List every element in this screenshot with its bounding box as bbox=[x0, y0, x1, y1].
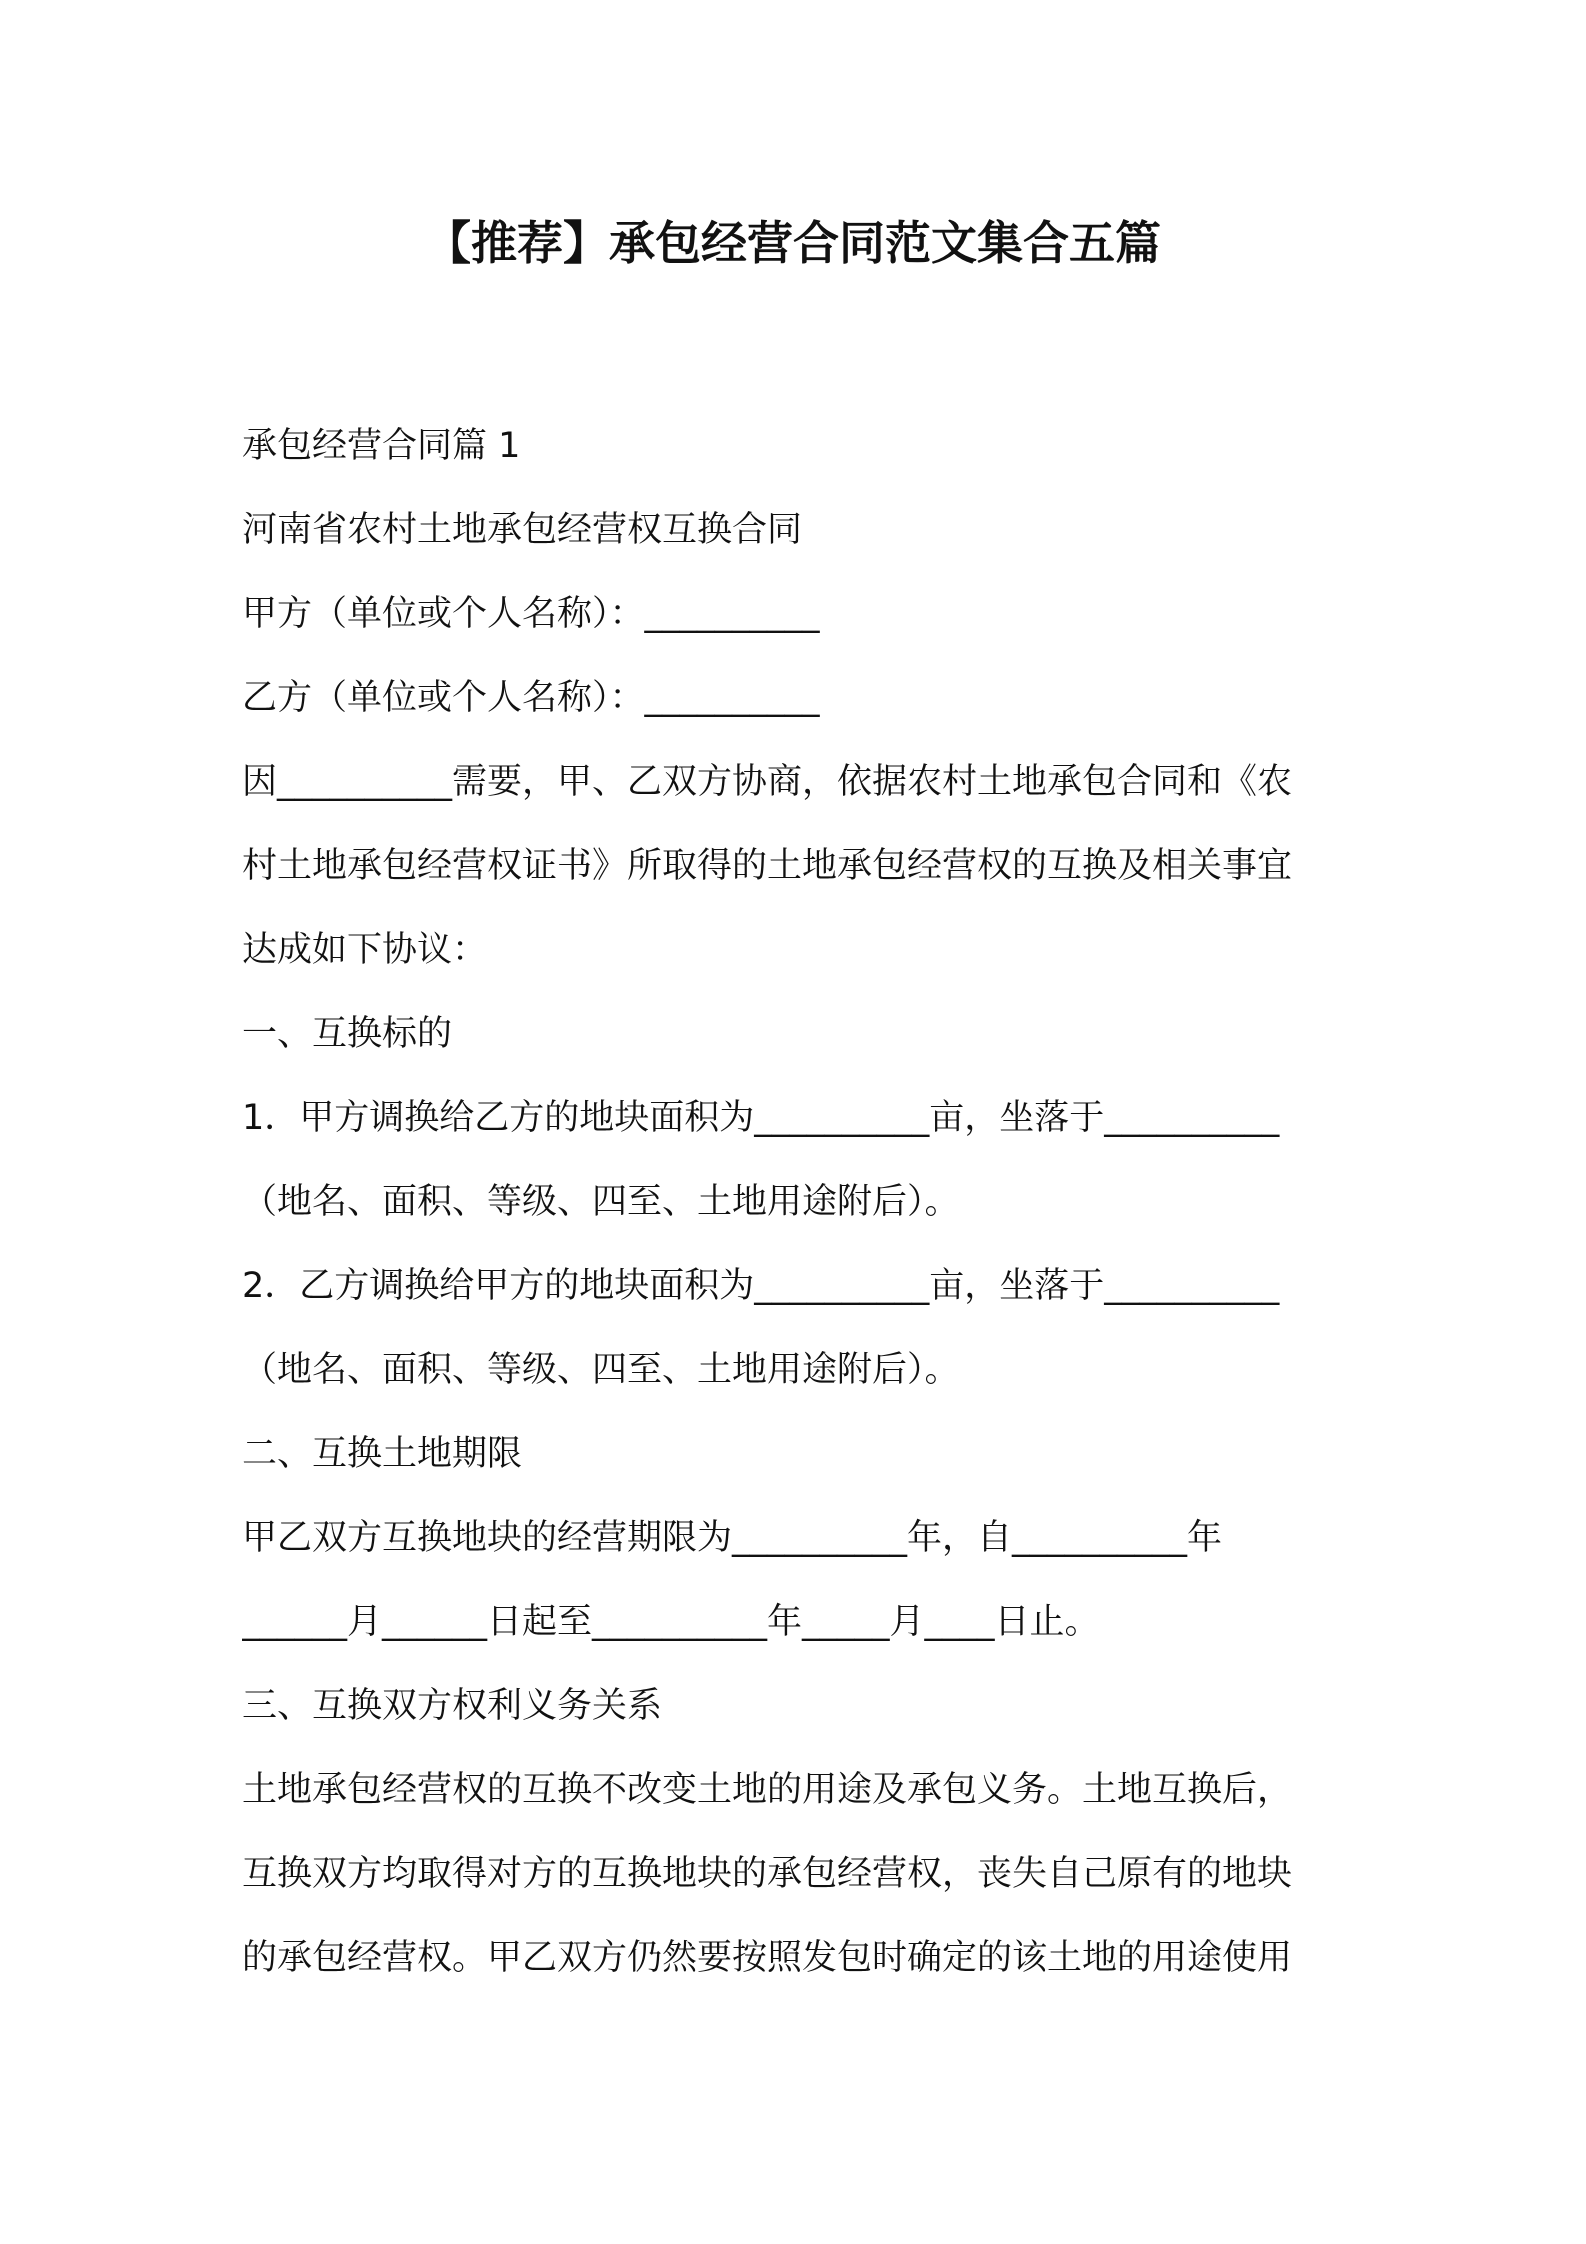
clause-heading-2: 二、互换土地期限 bbox=[242, 1434, 523, 1474]
clause-heading-3: 三、互换双方权利义务关系 bbox=[242, 1686, 663, 1726]
clause-item-2: 2．乙方调换给甲方的地块面积为__________亩，坐落于__________ bbox=[242, 1266, 1280, 1306]
clause-item-1: 1．甲方调换给乙方的地块面积为__________亩，坐落于__________ bbox=[242, 1098, 1280, 1138]
paragraph-line: 甲乙双方互换地块的经营期限为__________年，自__________年 bbox=[242, 1518, 1223, 1558]
clause-heading-1: 一、互换标的 bbox=[242, 1014, 453, 1054]
paragraph-line: 的承包经营权。甲乙双方仍然要按照发包时确定的该土地的用途使用 bbox=[242, 1938, 1293, 1978]
party-a-line: 甲方（单位或个人名称）：__________ bbox=[242, 594, 820, 634]
contract-name: 河南省农村土地承包经营权互换合同 bbox=[242, 510, 803, 550]
document-body bbox=[242, 404, 1357, 2000]
section-heading-1: 承包经营合同篇 1 bbox=[242, 426, 521, 466]
paragraph-line: 村土地承包经营权证书》所取得的土地承包经营权的互换及相关事宜 bbox=[242, 846, 1293, 886]
paragraph-line: 达成如下协议： bbox=[242, 930, 488, 970]
paragraph-line: ______月______日起至__________年_____月____日止。 bbox=[242, 1602, 1100, 1642]
party-b-line: 乙方（单位或个人名称）：__________ bbox=[242, 678, 820, 718]
paragraph-line: 互换双方均取得对方的互换地块的承包经营权，丧失自己原有的地块 bbox=[242, 1854, 1293, 1894]
clause-item-1-note: （地名、面积、等级、四至、土地用途附后）。 bbox=[242, 1182, 960, 1222]
paragraph-line: 因__________需要，甲、乙双方协商，依据农村土地承包合同和《农 bbox=[242, 762, 1293, 802]
paragraph-line: 土地承包经营权的互换不改变土地的用途及承包义务。土地互换后， bbox=[242, 1770, 1293, 1810]
document-title: 【推荐】承包经营合同范文集合五篇 bbox=[425, 216, 1161, 270]
clause-item-2-note: （地名、面积、等级、四至、土地用途附后）。 bbox=[242, 1350, 960, 1390]
